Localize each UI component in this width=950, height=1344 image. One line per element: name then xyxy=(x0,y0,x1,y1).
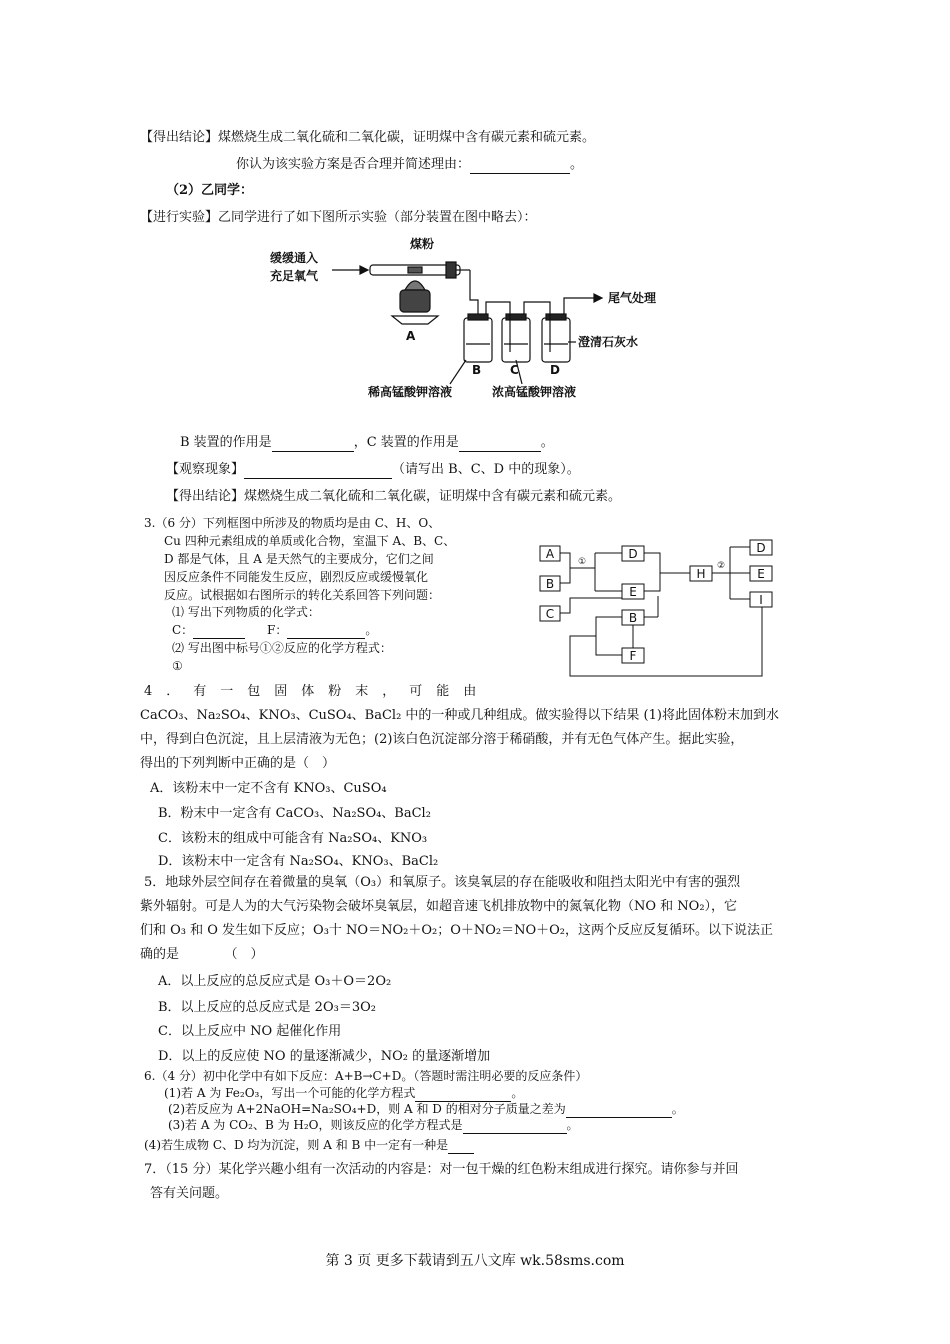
bottle-c-cap xyxy=(506,314,526,320)
label-h: H xyxy=(696,567,706,581)
line-c xyxy=(560,598,622,613)
c-blank xyxy=(193,624,245,639)
q3-formula-line xyxy=(172,621,377,639)
pipe-to-b xyxy=(470,270,478,320)
outlet-arrowhead xyxy=(594,294,602,302)
question-reasonable xyxy=(236,156,583,174)
label-b: B xyxy=(472,363,482,377)
experiment-intro: 【进行实验】乙同学进行了如下图所示实验（部分装置在图中略去）： xyxy=(140,210,537,225)
conc-kmno4-label: 浓高锰酸钾溶液 xyxy=(492,385,577,399)
page-footer: 第 3 页 更多下载请到五八文库 wk.58sms.com xyxy=(325,1253,625,1269)
period: 。 xyxy=(570,157,584,172)
q6-part-4: (4)若生成物 C、D 均为沉淀，则 A 和 B 中一定有一种是 xyxy=(144,1138,449,1152)
q7-line-1: 7．（15 分）某化学兴趣小组有一次活动的内容是：对一包干燥的红色粉末组成进行探究。请你参与并回 xyxy=(144,1162,739,1177)
observe-label: 【观察现象】 xyxy=(166,462,245,477)
c-role-blank xyxy=(459,437,541,452)
q4-line-1: 4．有一包固体粉末，可能由 xyxy=(144,684,491,699)
q4-option-d: D．该粉末中一定含有 Na₂SO₄、KNO₃、BaCl₂ xyxy=(158,854,439,869)
period: 。 xyxy=(566,1118,579,1132)
q5-line-3: 们和 O₃ 和 O 发生如下反应；O₃十 NO＝NO₂＋O₂；O＋NO₂＝NO＋O₂，这两个反应反复循环。以下说法正 xyxy=(140,923,774,938)
q3-line-1: 3.（6 分）下列框图中所涉及的物质均是由 C、H、O、 xyxy=(144,516,441,530)
label-c: C xyxy=(545,607,555,621)
q6-part-1: (1)若 A 为 Fe₂O₃，写出一个可能的化学方程式 xyxy=(164,1086,416,1100)
line-de xyxy=(644,553,660,591)
q5-option-a: A．以上反应的总反应式是 O₃＋O＝2O₂ xyxy=(158,974,392,989)
q4-option-b: B．粉末中一定含有 CaCO₃、Na₂SO₄、BaCl₂ xyxy=(158,806,431,821)
label-b: B xyxy=(545,577,555,591)
q6-line-5 xyxy=(144,1136,474,1154)
bottle-b xyxy=(464,318,492,362)
label-i: I xyxy=(759,593,763,607)
q6-blank-4 xyxy=(448,1139,474,1154)
c-role-text: ，C 装置的作用是 xyxy=(353,435,459,450)
bottle-b-cap xyxy=(468,314,488,320)
burner-body xyxy=(400,290,430,312)
q5-line-4: 确的是 （ ） xyxy=(140,947,264,962)
observe-line xyxy=(166,461,580,479)
q6-part-2: (2)若反应为 A+2NaOH=Na₂SO₄+D，则 A 和 D 的相对分子质量之差为 xyxy=(168,1102,566,1116)
bottle-d-cap xyxy=(546,314,566,320)
q5-line-2: 紫外辐射。可是人为的大气污染物会破坏臭氧层，如超音速飞机排放物中的氮氧化物（NO 和 NO₂），它 xyxy=(140,899,738,914)
q3-line-9: ① xyxy=(172,659,183,673)
coal-sample xyxy=(408,267,422,273)
label-f: F xyxy=(629,649,637,663)
question-text: 你认为该实验方案是否合理并简述理由： xyxy=(236,157,471,172)
dilute-kmno4-label: 稀高锰酸钾溶液 xyxy=(368,385,453,399)
q3-line-5: 反应。试根据如右图所示的转化关系回答下列问题： xyxy=(164,588,441,602)
q3-line-4: 因反应条件不同能发生反应，剧烈反应或缓慢氧化 xyxy=(164,570,429,584)
q5-option-c: C．以上反应中 NO 起催化作用 xyxy=(158,1024,342,1039)
b-role-text: B 装置的作用是 xyxy=(180,435,272,450)
q5-option-d: D．以上的反应使 NO 的量逐渐减少，NO₂ 的量逐渐增加 xyxy=(158,1049,491,1064)
tube-stopper xyxy=(446,262,456,278)
q6-part-3: (3)若 A 为 CO₂、B 为 H₂O，则该反应的化学方程式是 xyxy=(168,1118,463,1132)
tube-d-out xyxy=(564,298,594,314)
label-d: D xyxy=(550,363,560,377)
q7-line-2: 答有关问题。 xyxy=(150,1186,229,1201)
inlet-arrowhead xyxy=(360,266,368,274)
label-e2: E xyxy=(757,567,765,581)
q4-line-2: CaCO₃、Na₂SO₄、KNO₃、CuSO₄、BaCl₂ 中的一种或几种组成。做实验得以下结果 (1)将此固体粉末加到水 xyxy=(140,708,779,723)
conclusion-1: 【得出结论】煤燃烧生成二氧化硫和二氧化碳，证明煤中含有碳元素和硫元素。 xyxy=(140,130,596,145)
label-a: A xyxy=(406,329,416,343)
dilute-pointer xyxy=(450,360,466,384)
period: 。 xyxy=(365,623,378,637)
q4-option-a: A．该粉末中一定不含有 KNO₃、CuSO₄ xyxy=(150,781,387,796)
q6-blank-2 xyxy=(566,1103,672,1118)
q4-line-4: 得出的下列判断中正确的是（ ） xyxy=(140,756,336,771)
q4-line-3: 中，得到白色沉淀，且上层清液为无色；(2)该白色沉淀部分溶于稀硝酸，并有无色气体产生。据此实验， xyxy=(140,732,744,747)
q3-line-2: Cu 四种元素组成的单质或化合物，室温下 A、B、C、 xyxy=(164,534,456,548)
q5-line-1: 5．地球外层空间存在着微量的臭氧（O₃）和氧原子。该臭氧层的存在能吸收和阻挡太阳光中有害的强烈 xyxy=(144,875,741,890)
student-yi-heading: （2）乙同学： xyxy=(166,183,254,198)
observe-hint: （请写出 B、C、D 中的现象）。 xyxy=(392,462,580,477)
burner-base xyxy=(392,316,438,324)
q5-option-b: B．以上反应的总反应式是 2O₃＝3O₂ xyxy=(158,1000,376,1015)
line-a xyxy=(560,553,570,583)
label-d: D xyxy=(628,547,638,561)
burner-flame xyxy=(405,281,425,290)
line-b2 xyxy=(596,617,622,655)
q3-line-8: ⑵ 写出图中标号①②反应的化学方程式： xyxy=(172,641,392,655)
q3-line-3: D 都是气体，且 A 是天然气的主要成分，它们之间 xyxy=(164,552,434,566)
label-n1: ① xyxy=(577,557,587,567)
period: 。 xyxy=(671,1102,684,1116)
conclusion-2: 【得出结论】煤燃烧生成二氧化硫和二氧化碳，证明煤中含有碳元素和硫元素。 xyxy=(166,489,622,504)
tail-gas-label: 尾气处理 xyxy=(608,291,657,305)
b-role-blank xyxy=(272,437,354,452)
inlet-label-2: 充足氧气 xyxy=(270,269,319,283)
label-e: E xyxy=(629,585,637,599)
q4-option-c: C．该粉末的组成中可能含有 Na₂SO₄、KNO₃ xyxy=(158,831,428,846)
period: 。 xyxy=(540,435,554,450)
q3-line-6: ⑴ 写出下列物质的化学式： xyxy=(172,605,320,619)
observe-blank xyxy=(244,464,392,479)
answer-blank xyxy=(470,159,570,174)
inlet-label-1: 缓缓通入 xyxy=(270,251,319,265)
role-question xyxy=(180,434,554,452)
f-blank xyxy=(287,624,365,639)
c-label: C： xyxy=(172,623,194,637)
q6-line-1: 6.（4 分）初中化学中有如下反应：A+B→C+D。（答题时需注明必要的反应条件） xyxy=(144,1069,588,1083)
period: 。 xyxy=(511,1086,524,1100)
apparatus-diagram xyxy=(260,232,700,410)
flow-diagram xyxy=(530,536,780,686)
limewater-label: 澄清石灰水 xyxy=(578,335,639,349)
f-label: F： xyxy=(267,623,288,637)
q6-line-4 xyxy=(168,1116,579,1134)
label-c: C xyxy=(510,363,519,377)
bottle-d xyxy=(542,318,570,362)
bottle-c xyxy=(502,318,530,362)
q6-blank-3 xyxy=(463,1119,567,1134)
label-d2: D xyxy=(756,541,766,555)
coal-label: 煤粉 xyxy=(410,237,435,251)
label-n2: ② xyxy=(716,561,726,571)
label-b2: B xyxy=(628,611,638,625)
label-a: A xyxy=(545,547,555,561)
